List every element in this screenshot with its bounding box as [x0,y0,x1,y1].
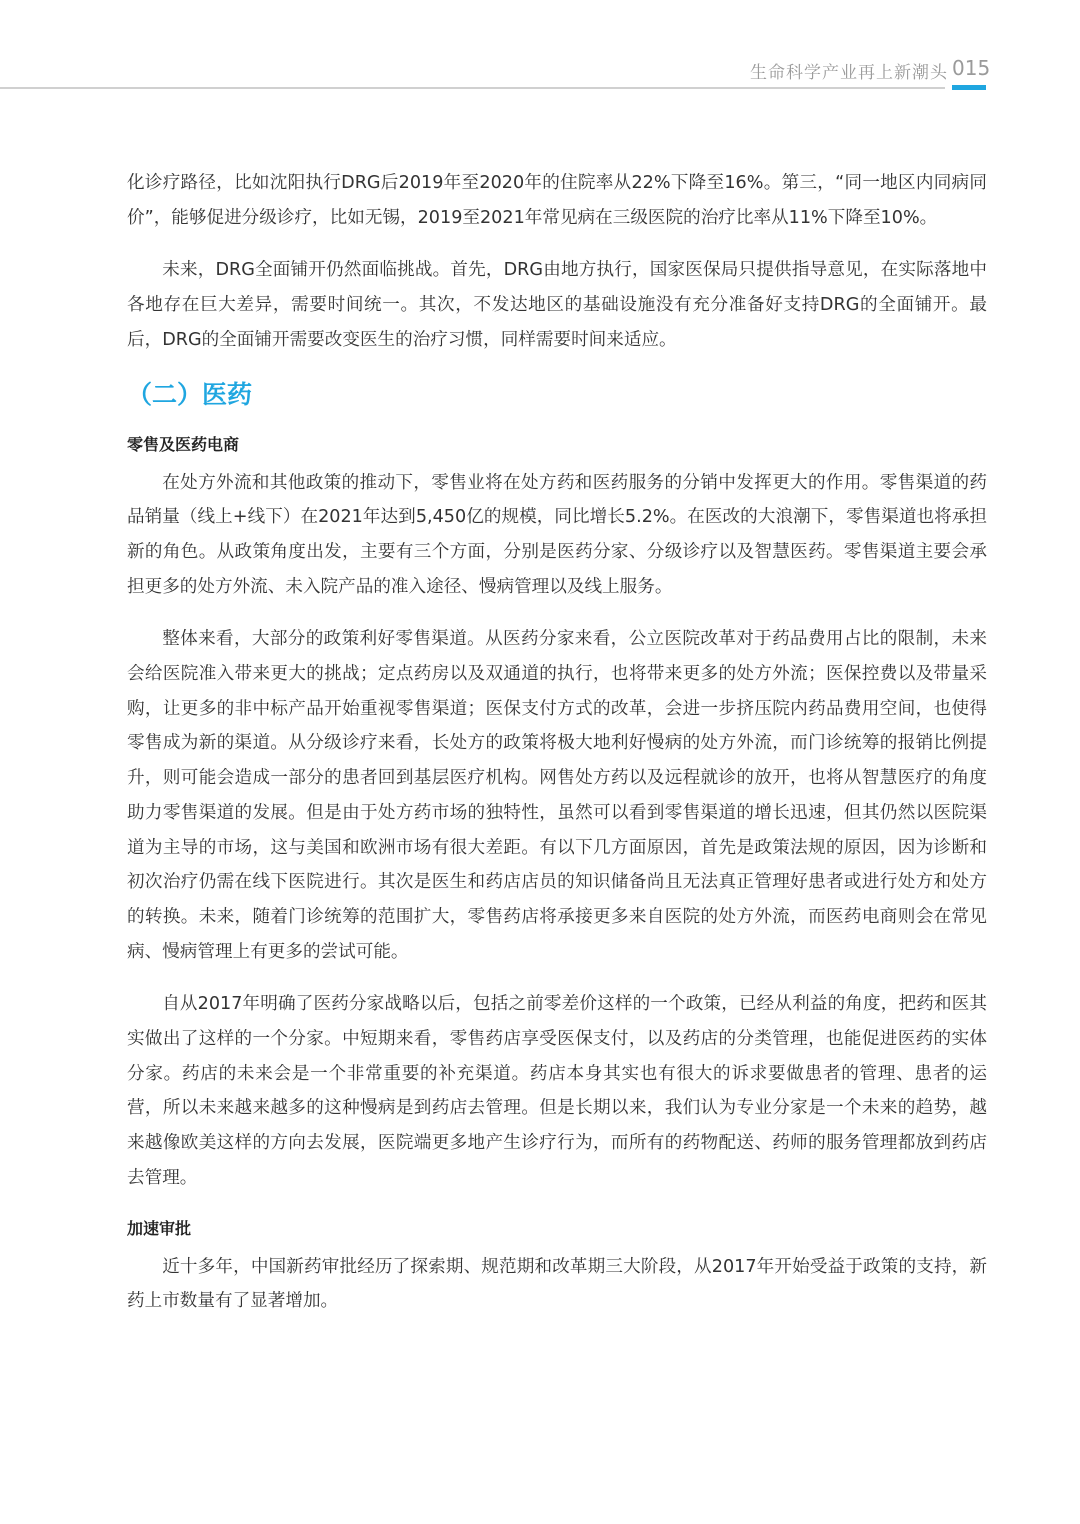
paragraph-approval-stages: 近十多年，中国新药审批经历了探索期、规范期和改革期三大阶段，从2017年开始受益于政策的支持，新药上市数量有了显著增加。 [127,1256,987,1312]
paragraph-drg-challenges: 未来，DRG全面铺开仍然面临挑战。首先，DRG由地方执行，国家医保局只提供指导意见，在实际落地中各地存在巨大差异，需要时间统一。其次，不发达地区的基础设施没有充分准备好支持DRG的全面铺开。最后，DRG的全面铺开需要改变医生的治疗习惯，同样需要时间来适应。 [127,260,987,350]
subheading-retail-ecommerce: 零售及医药电商 [127,434,240,454]
paragraph-policy-impact: 整体来看，大部分的政策利好零售渠道。从医药分家来看，公立医院改革对于药品费用占比的限制，未来会给医院准入带来更大的挑战；定点药房以及双通道的执行，也将带来更多的处方外流；医保控费以及带量采购，让更多的非中标产品开始重视零售渠道；医保支付方式的改革，会进一步挤压院内药品费用空间，也使得零售成为新的渠道。从分级诊疗来看，长处方的政策将极大地利好慢病的处方外流，而门诊统筹的报销比例提升，则可能会造成一部分的患者回到基层医疗机构。网售处方药以及远程就诊的放开，也将从智慧医疗的角度助力零售渠道的发展。但是由于处方药市场的独特性，虽然可以看到零售渠道的增长迅速，但其仍然以医院渠道为主导的市场，这与美国和欧洲市场有很大差距。有以下几方面原因，首先是政策法规的原因，因为诊断和初次治疗仍需在线下医院进行。其次是医生和药店店员的知识储备尚且无法真正管理好患者或进行处方和处方的转换。未来，随着门诊统筹的范围扩大，零售药店将承接更多来自医院的处方外流，而医药电商则会在常见病、慢病管理上有更多的尝试可能。 [127,629,987,962]
section-heading-pharma: （二）医药 [127,379,253,409]
page-number: 015 [952,56,991,80]
paragraph-pharmacy-separation: 自从2017年明确了医药分家战略以后，包括之前零差价这样的一个政策，已经从利益的角度，把药和医其实做出了这样的一个分家。中短期来看，零售药店享受医保支付，以及药店的分类管理，也能促进医药的实体分家。药店的未来会是一个非常重要的补充渠道。药店本身其实也有很大的诉求要做患者的管理、患者的运营，所以未来越来越多的这种慢病是到药店去管理。但是长期以来，我们认为专业分家是一个未来的趋势，越来越像欧美这样的方向去发展，医院端更多地产生诊疗行为，而所有的药物配送、药师的服务管理都放到药店去管理。 [127,994,987,1188]
header-rule [0,87,945,89]
main-content [127,166,987,1337]
page-header [0,0,1080,100]
subheading-accelerated-approval: 加速审批 [127,1218,192,1238]
paragraph-retail-overview: 在处方外流和其他政策的推动下，零售业将在处方药和医药服务的分销中发挥更大的作用。零售渠道的药品销量（线上+线下）在2021年达到5,450亿的规模，同比增长5.2%。在医改的大浪潮下，零售渠道也将承担新的角色。从政策角度出发，主要有三个方面，分别是医药分家、分级诊疗以及智慧医药。零售渠道主要会承担更多的处方外流、未入院产品的准入途径、慢病管理以及线上服务。 [127,472,987,597]
page-number-accent-bar [952,85,986,90]
running-title: 生命科学产业再上新潮头 [750,63,948,83]
paragraph-drg-outcomes: 化诊疗路径，比如沈阳执行DRG后2019年至2020年的住院率从22%下降至16%。第三，“同一地区内同病同价”，能够促进分级诊疗，比如无锡，2019至2021年常见病在三级医院的治疗比率从11%下降至10%。 [127,173,987,228]
